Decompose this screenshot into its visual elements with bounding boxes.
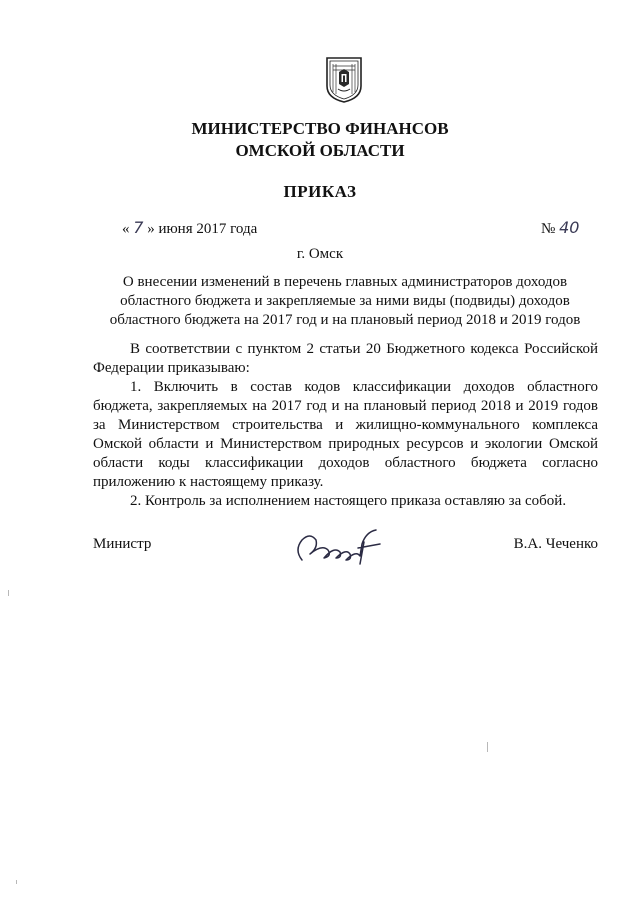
subject-line-2: областного бюджета и закрепляемые за ними виды (подвиды) доходов xyxy=(120,293,570,309)
ministry-line-1: МИНИСТЕРСТВО ФИНАНСОВ xyxy=(191,119,449,138)
body-paragraph-1: В соответствии с пунктом 2 статьи 20 Бюджетного кодекса Российской Федерации приказываю: xyxy=(93,341,598,376)
body-paragraph-2: 1. Включить в состав кодов классификации доходов областного бюджета, закрепляемых на 2017 год и на плановый период 2018 и 2019 годов за Министерством строительства и жилищно-коммунального комплекса Омской области и Министерством природных ресурсов и экологии Омской области коды классификации доходов областного бюджета согласно приложению к настоящему приказу. xyxy=(93,379,598,490)
order-title: ПРИКАЗ xyxy=(283,182,357,201)
coat-of-arms-icon xyxy=(325,56,363,104)
number-value-handwritten: 40 xyxy=(559,218,580,237)
scan-speck xyxy=(8,590,9,596)
subject-line-3: областного бюджета на 2017 год и на плановый период 2018 и 2019 годов xyxy=(109,312,581,328)
scan-speck xyxy=(16,880,17,884)
date-day-handwritten: 7 xyxy=(133,218,144,237)
body-paragraph-3: 2. Контроль за исполнением настоящего приказа оставляю за собой. xyxy=(130,493,567,509)
order-date xyxy=(122,218,257,238)
signature-block xyxy=(93,528,598,578)
date-open-quote: « xyxy=(122,221,130,237)
ministry-line-2: ОМСКОЙ ОБЛАСТИ xyxy=(235,141,405,160)
order-body xyxy=(93,340,598,511)
signatory-title: Министр xyxy=(93,536,152,552)
date-rest: » июня 2017 года xyxy=(147,221,258,237)
city: г. Омск xyxy=(296,246,344,262)
order-subject xyxy=(90,273,600,330)
ministry-name xyxy=(0,118,640,162)
scan-speck xyxy=(487,742,488,752)
number-sign: № xyxy=(541,221,556,237)
subject-line-1: О внесении изменений в перечень главных администраторов доходов xyxy=(122,274,568,290)
signatory-name: В.А. Чеченко xyxy=(513,536,598,552)
order-number xyxy=(541,218,579,238)
handwritten-signature-icon xyxy=(288,524,388,572)
